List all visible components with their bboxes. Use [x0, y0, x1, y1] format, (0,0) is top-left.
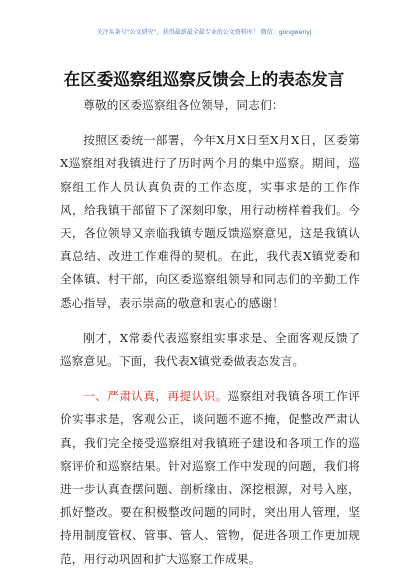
- section-1-heading: 一、严肃认真，再提认识。: [83, 389, 228, 404]
- document-body: [60, 94, 360, 580]
- paragraph-intro: 按照区委统一部署，今年X月X日至X月X日，区委第X巡察组对我镇进行了历时两个月的集中巡察。期间，巡察组工作人员认真负责的工作态度，实事求是的工作作风，给我镇干部留下了深刻印象，用行动榜样着我们。今天，各位领导又亲临我镇专题反馈巡察意见，这是我镇认真总结、改进工作难得的契机。在此，我代表X镇党委和全体镇、村干部，向区委巡察组领导和同志们的辛勤工作悉心指导，表示崇高的敬意和衷心的感谢！: [60, 133, 360, 310]
- greeting: 尊敬的区委巡察组各位领导，同志们：: [83, 98, 284, 112]
- paragraph-transition: 刚才，X常委代表巡察组实事求是、全面客观反馈了巡察意见。下面，我代表X镇党委做表态发言。: [60, 330, 360, 369]
- section-1-paragraph: [60, 385, 360, 571]
- section-1-text: 巡察组对我镇各项工作评价实事求是，客观公正，谈问题不遮不掩，促整改严肃认真，我们完全接受巡察组对我镇班子建设和各项工作的巡察评价和巡察结果。针对巡察工作中发现的问题，我们将进一步认真查摆问题、剖析缘由、深挖根源，对号入座，抓好整改。要在积极整改问题的同时，突出用人管理，坚持用制度管权、管事、管人、管物，促进各项工作更加规范，用行动巩固和扩大巡察工作成果。: [60, 389, 361, 566]
- document-title: 在区委巡察组巡察反馈会上的表态发言: [63, 70, 345, 89]
- header-banner: 关注头条号“公文研究”，获得最新最全最专业的公文资料库！ 微信：gongwenyj: [96, 29, 312, 36]
